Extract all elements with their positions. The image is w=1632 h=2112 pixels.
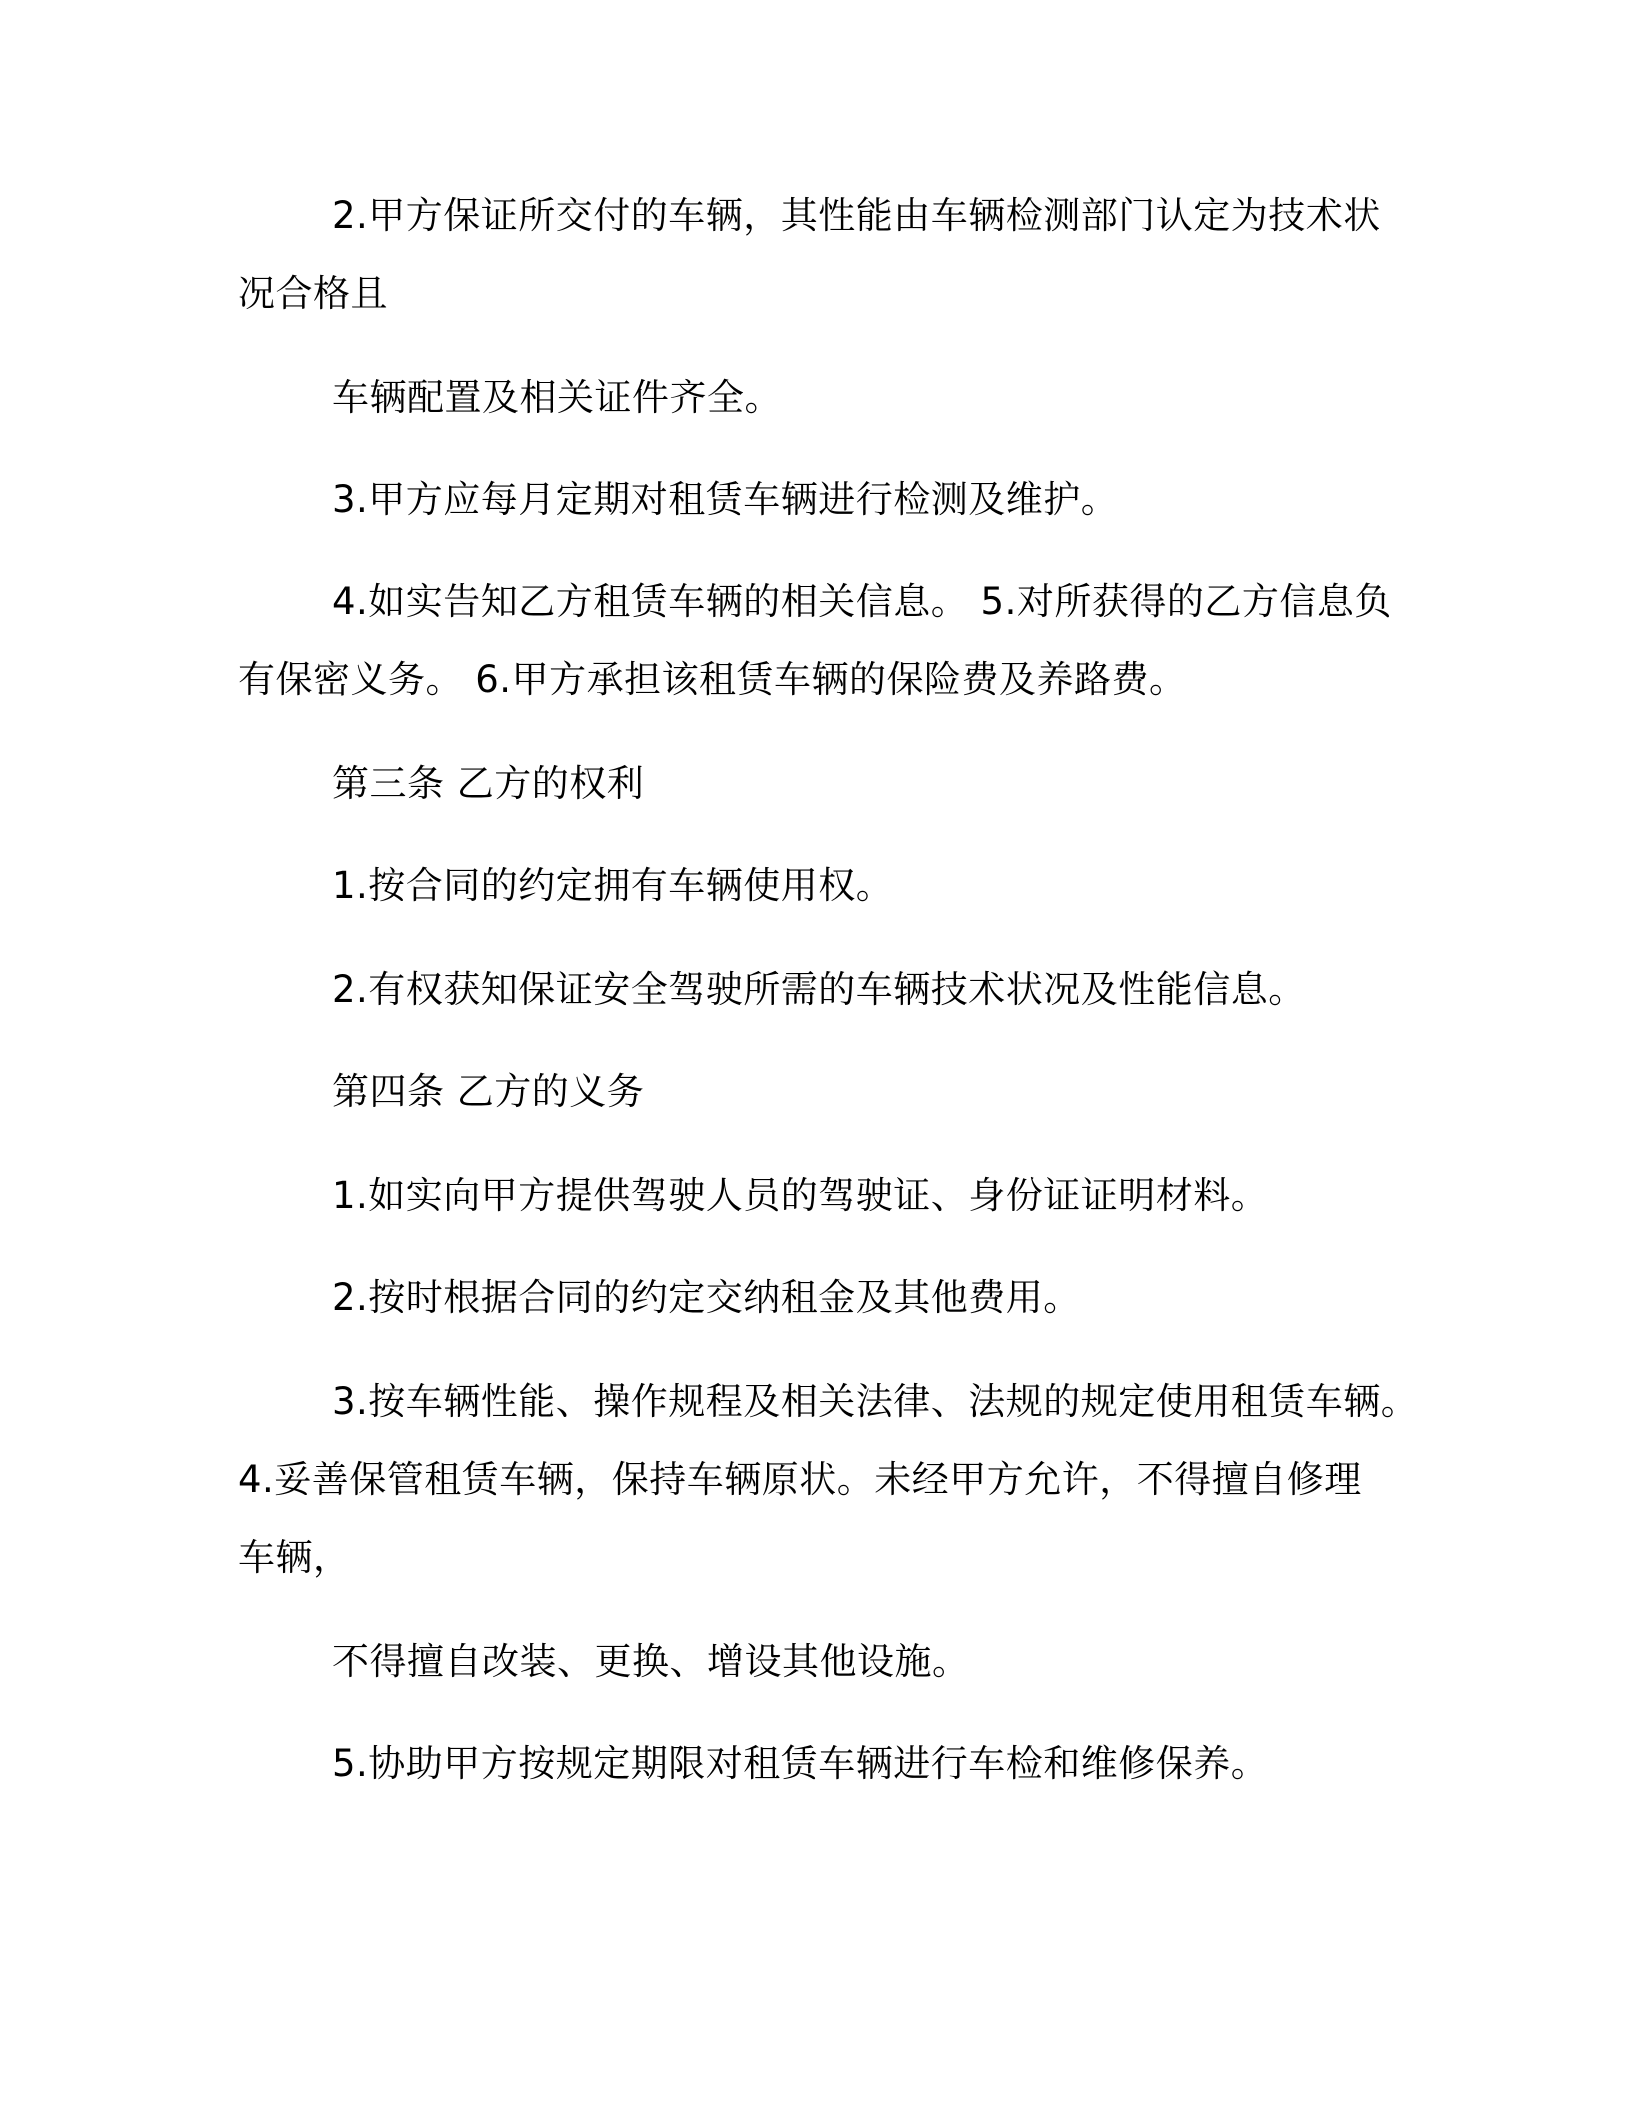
obligation-2-line-1: 2.甲方保证所交付的车辆，其性能由车辆检测部门认定为技术状 (332, 194, 1381, 237)
duty-3: 3.按车辆性能、操作规程及相关法律、法规的规定使用租赁车辆。 (332, 1380, 1419, 1423)
duty-4-line-2: 车辆， (238, 1536, 351, 1579)
duty-1: 1.如实向甲方提供驾驶人员的驾驶证、身份证证明材料。 (332, 1174, 1269, 1217)
duty-2: 2.按时根据合同的约定交纳租金及其他费用。 (332, 1276, 1081, 1319)
right-2: 2.有权获知保证安全驾驶所需的车辆技术状况及性能信息。 (332, 968, 1306, 1011)
obligation-2-line-3: 车辆配置及相关证件齐全。 (332, 376, 782, 419)
section-heading-party-b-rights: 第三条 乙方的权利 (332, 762, 645, 805)
obligation-5-6-line-2: 有保密义务。 6.甲方承担该租赁车辆的保险费及养路费。 (238, 658, 1187, 701)
duty-5: 5.协助甲方按规定期限对租赁车辆进行车检和维修保养。 (332, 1742, 1269, 1785)
obligation-3: 3.甲方应每月定期对租赁车辆进行检测及维护。 (332, 478, 1119, 521)
duty-4-line-3: 不得擅自改装、更换、增设其他设施。 (332, 1640, 970, 1683)
right-1: 1.按合同的约定拥有车辆使用权。 (332, 864, 894, 907)
section-heading-party-b-obligations: 第四条 乙方的义务 (332, 1070, 645, 1113)
obligation-4-5-line-1: 4.如实告知乙方租赁车辆的相关信息。 5.对所获得的乙方信息负 (332, 580, 1392, 623)
duty-4-line-1: 4.妥善保管租赁车辆，保持车辆原状。未经甲方允许，不得擅自修理 (238, 1458, 1362, 1501)
obligation-2-line-2: 况合格且 (238, 272, 388, 315)
